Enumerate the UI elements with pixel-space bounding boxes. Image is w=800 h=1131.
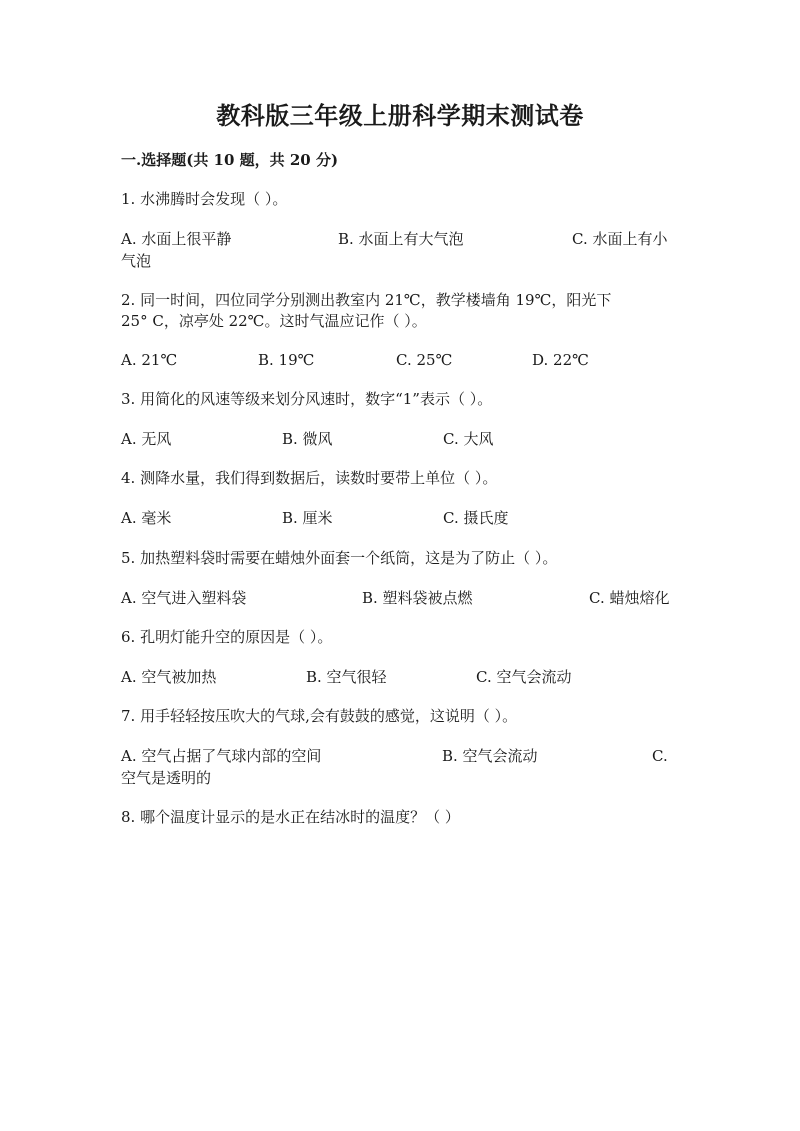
question-4-option-c[interactable]: C. 摄氏度 [443,509,509,527]
question-2-stem-line-1: 2. 同一时间，四位同学分别测出教室内 21℃，教学楼墙角 19℃，阳光下 [121,291,612,309]
question-7-stem: 7. 用手轻轻按压吹大的气球,会有鼓鼓的感觉，这说明（ ）。 [121,707,518,725]
question-5-option-b[interactable]: B. 塑料袋被点燃 [362,589,473,607]
question-7-option-a[interactable]: A. 空气占据了气球内部的空间 [121,747,322,765]
question-1-option-c-continued: 气泡 [121,252,152,270]
question-2-option-d[interactable]: D. 22℃ [532,351,589,369]
question-4-option-a[interactable]: A. 毫米 [121,509,172,527]
question-3-option-b[interactable]: B. 微风 [282,430,333,448]
question-1-option-b[interactable]: B. 水面上有大气泡 [338,230,464,248]
question-3-option-c[interactable]: C. 大风 [443,430,494,448]
question-6-option-c[interactable]: C. 空气会流动 [476,668,572,686]
question-2-option-b[interactable]: B. 19℃ [258,351,315,369]
question-6-stem: 6. 孔明灯能升空的原因是（ ）。 [121,628,333,646]
question-3-option-a[interactable]: A. 无风 [121,430,172,448]
question-5-option-c[interactable]: C. 蜡烛熔化 [589,589,670,607]
exam-title: 教科版三年级上册科学期末测试卷 [216,101,584,130]
question-2-option-a[interactable]: A. 21℃ [121,351,178,369]
question-4-stem: 4. 测降水量，我们得到数据后，读数时要带上单位（ ）。 [121,469,498,487]
question-6-option-a[interactable]: A. 空气被加热 [121,668,217,686]
question-1-stem: 1. 水沸腾时会发现（ ）。 [121,190,288,208]
question-2-stem-line-2: 25° C，凉亭处 22℃。这时气温应记作（ ）。 [121,312,427,330]
question-6-option-b[interactable]: B. 空气很轻 [306,668,387,686]
question-7-option-c[interactable]: C. [652,747,668,765]
question-8-stem: 8. 哪个温度计显示的是水正在结冰时的温度？（ ） [121,808,460,826]
question-7-option-b[interactable]: B. 空气会流动 [442,747,538,765]
question-1-option-c[interactable]: C. 水面上有小 [572,230,668,248]
section-heading: 一.选择题(共 10 题，共 20 分) [121,151,339,169]
question-1-option-a[interactable]: A. 水面上很平静 [121,230,232,248]
question-7-option-c-continued: 空气是透明的 [121,769,212,787]
question-2-option-c[interactable]: C. 25℃ [396,351,453,369]
question-3-stem: 3. 用简化的风速等级来划分风速时，数字“1”表示（ ）。 [121,390,493,408]
question-5-stem: 5. 加热塑料袋时需要在蜡烛外面套一个纸筒，这是为了防止（ ）。 [121,549,558,567]
question-4-option-b[interactable]: B. 厘米 [282,509,333,527]
question-5-option-a[interactable]: A. 空气进入塑料袋 [121,589,247,607]
